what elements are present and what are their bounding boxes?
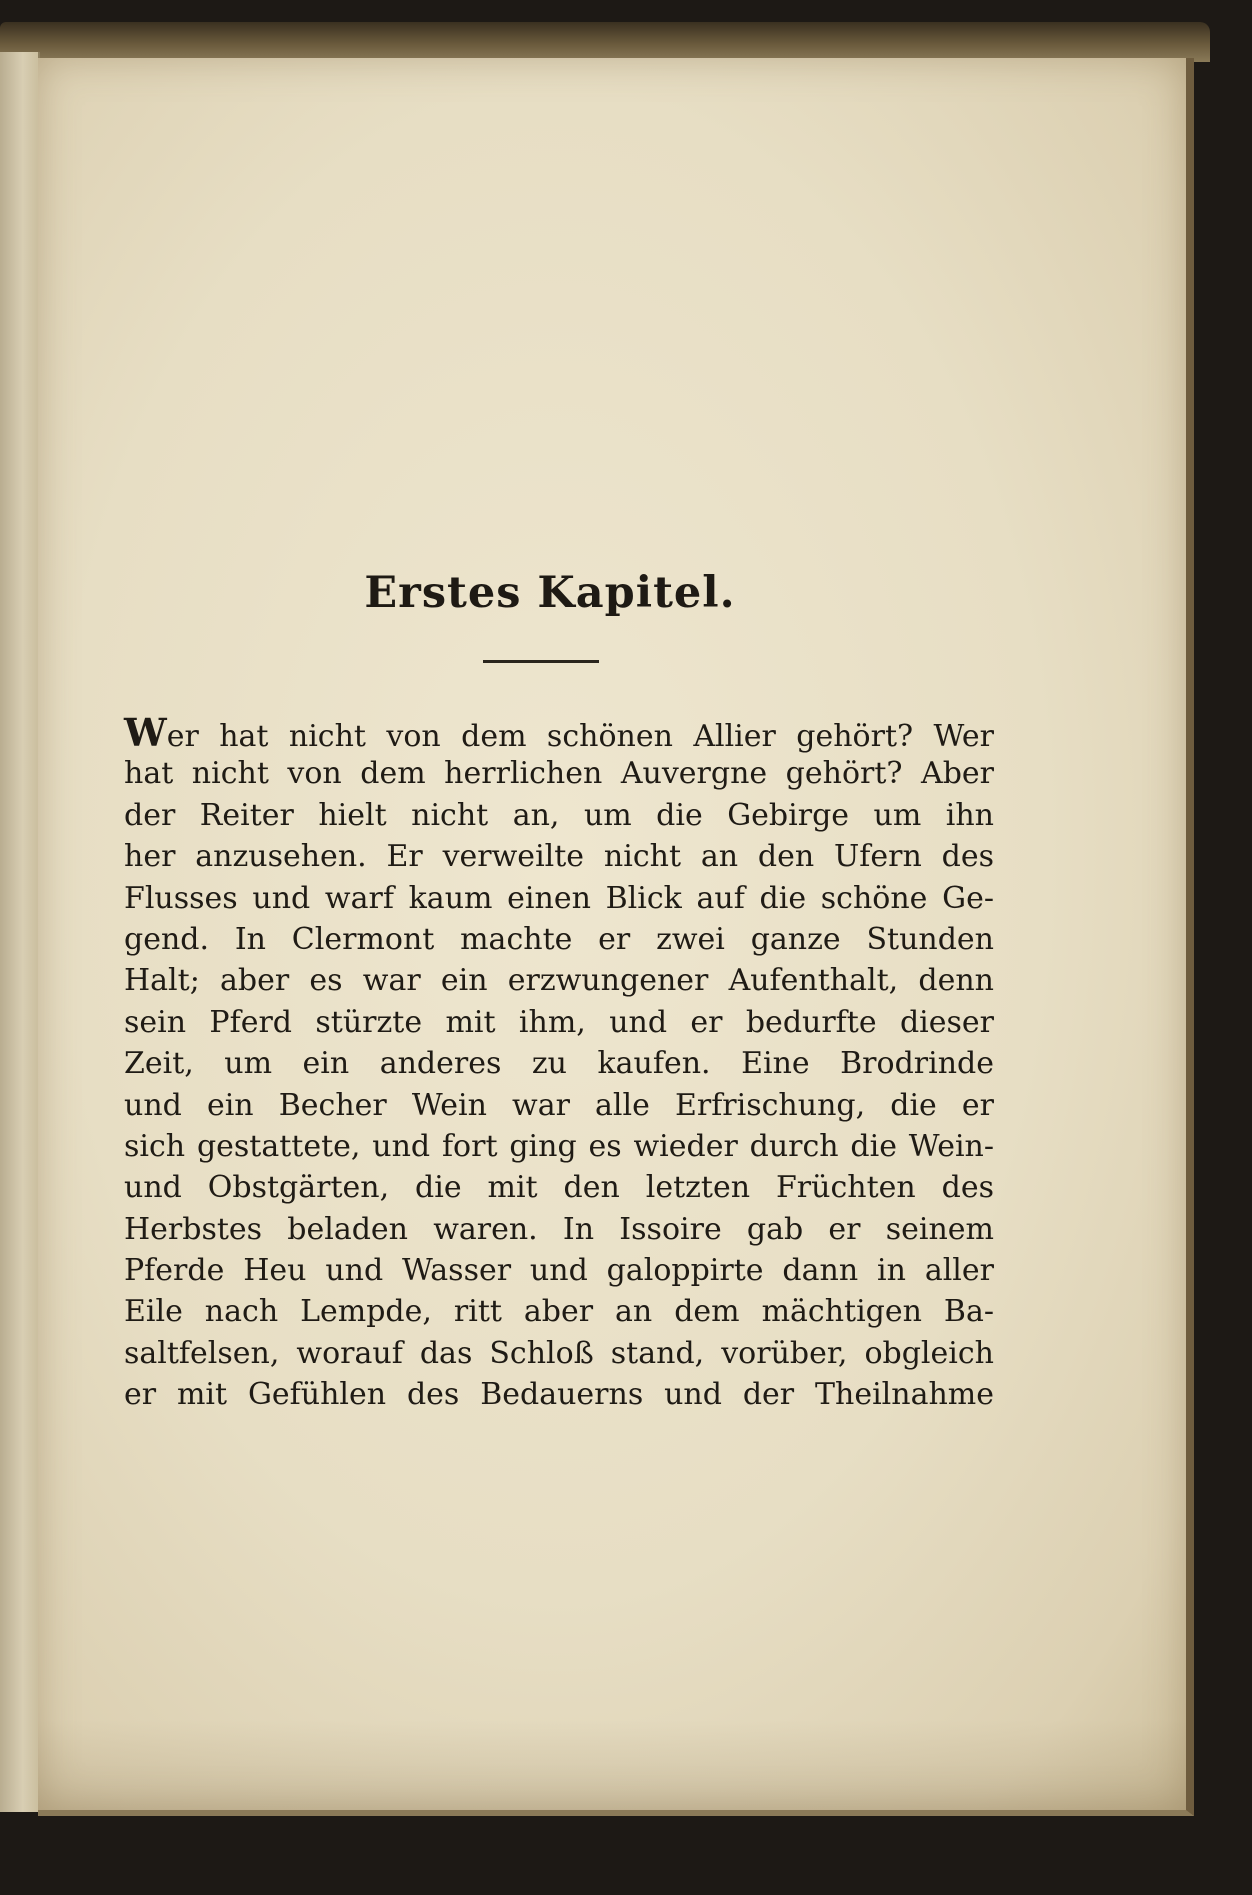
chapter-paragraph — [124, 712, 994, 1416]
text-line: Flusses und warf kaum einen Blick auf die schöne Ge- — [124, 880, 994, 916]
text-line: er mit Gefühlen des Bedauerns und der Theilnahme — [124, 1377, 994, 1413]
chapter-title: Erstes Kapitel. — [364, 568, 736, 618]
text-line: Zeit, um ein anderes zu kaufen. Eine Brodrinde — [124, 1046, 994, 1082]
text-line: und ein Becher Wein war alle Erfrischung, die er — [124, 1087, 994, 1123]
text-line: Pferde Heu und Wasser und galoppirte dann in aller — [124, 1253, 994, 1289]
text-line: saltfelsen, worauf das Schloß stand, vorüber, obgleich — [124, 1335, 994, 1371]
text-line: der Reiter hielt nicht an, um die Gebirge um ihn — [124, 797, 994, 833]
text-line: gend. In Clermont machte er zwei ganze Stunden — [124, 921, 994, 957]
text-line: hat nicht von dem herrlichen Auvergne gehört? Aber — [124, 756, 994, 792]
text-line — [124, 712, 994, 753]
text-line: her anzusehen. Er verweilte nicht an den Ufern des — [124, 839, 994, 875]
text-line: sich gestattete, und fort ging es wieder durch die Wein- — [124, 1128, 994, 1164]
text-line: und Obstgärten, die mit den letzten Früchten des — [124, 1170, 994, 1206]
initial-letter: W — [124, 710, 167, 755]
title-rule — [483, 660, 599, 663]
text-line-content: er hat nicht von dem schönen Allier gehört? Wer — [166, 719, 994, 754]
text-line: Eile nach Lempde, ritt aber an dem mächtigen Ba- — [124, 1294, 994, 1330]
book-top-edge — [0, 22, 1210, 62]
text-line: Halt; aber es war ein erzwungener Aufenthalt, denn — [124, 963, 994, 999]
text-line: Herbstes beladen waren. In Issoire gab er seinem — [124, 1211, 994, 1247]
text-line: sein Pferd stürzte mit ihm, und er bedurfte dieser — [124, 1004, 994, 1040]
page-bottom-wear — [38, 1720, 1186, 1810]
facing-page-edge — [0, 52, 40, 1812]
